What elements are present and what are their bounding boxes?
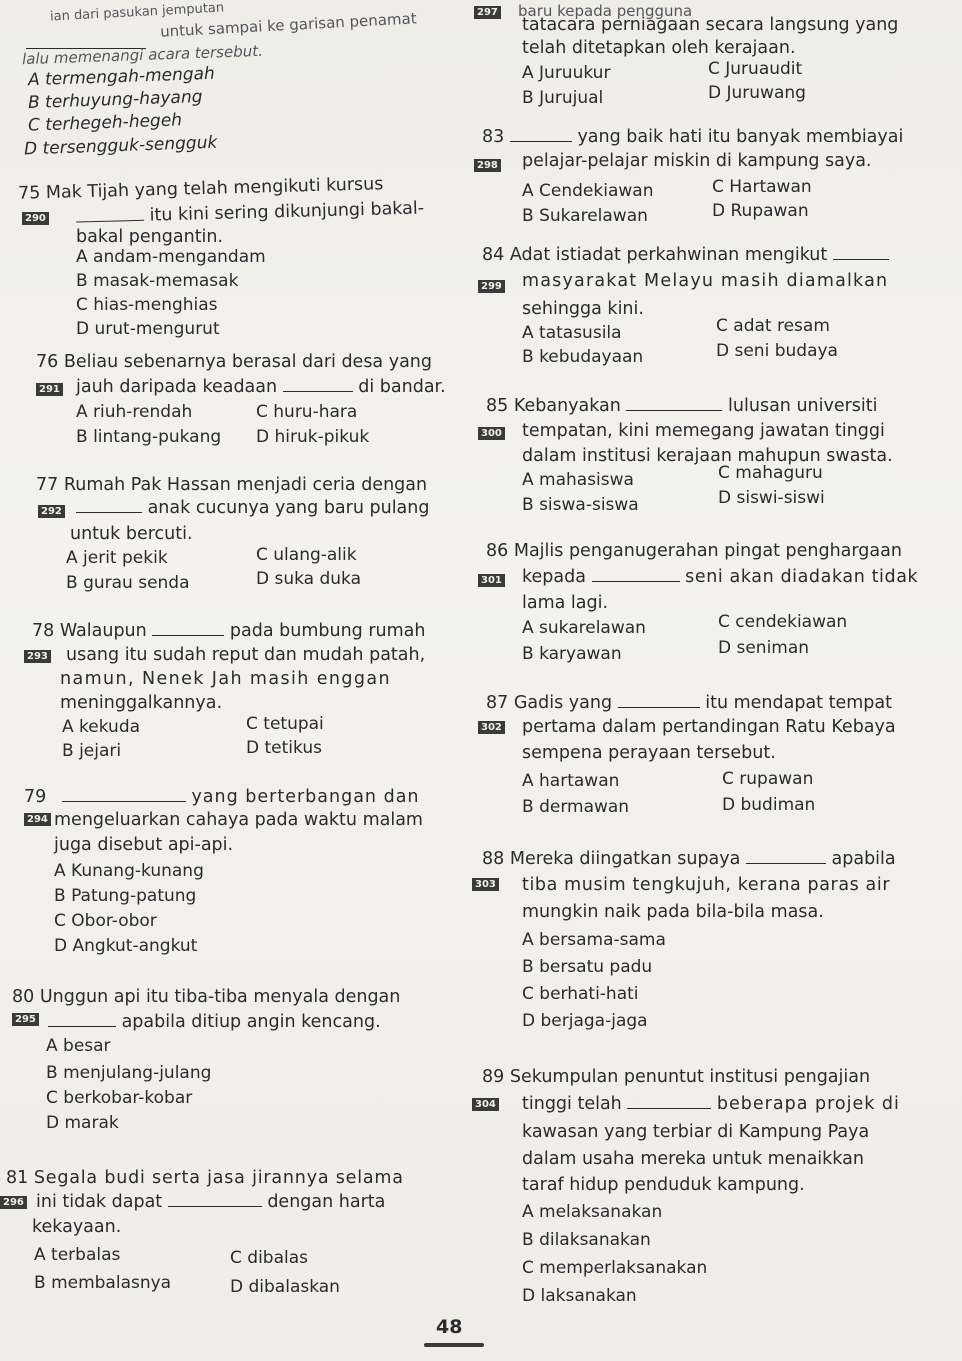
option-a[interactable]: A kekuda [62, 717, 141, 737]
question-line: lulusan universiti [728, 396, 878, 416]
answer-blank[interactable] [618, 693, 700, 708]
option-b[interactable]: B bersatu padu [522, 957, 653, 977]
option-c[interactable]: C berkobar-kobar [46, 1088, 193, 1108]
answer-blank[interactable] [62, 787, 186, 802]
question-badge: 291 [36, 383, 63, 396]
option-c[interactable]: C rupawan [722, 769, 814, 789]
question-text: namun, Nenek Jah masih enggan [60, 669, 392, 689]
question-line: kepada [522, 567, 586, 587]
option-c[interactable]: C Hartawan [712, 177, 812, 197]
page-number-decoration [424, 1343, 484, 1347]
option-b[interactable]: B siswa-siswa [522, 495, 639, 515]
question-number: 77 [36, 475, 59, 495]
option-c[interactable]: C tetupai [246, 714, 324, 734]
question-badge: 299 [478, 280, 505, 293]
option-d[interactable]: D tetikus [246, 738, 322, 758]
question-84 [482, 244, 889, 266]
option-b[interactable]: B Jurujual [522, 88, 604, 108]
option-a[interactable]: A andam-mengandam [76, 247, 266, 267]
option-d[interactable]: D berjaga-jaga [522, 1011, 648, 1031]
question-88 [482, 848, 896, 870]
option-b[interactable]: B karyawan [522, 644, 622, 664]
option-d[interactable]: D marak [46, 1113, 119, 1133]
option-a[interactable]: A melaksanakan [522, 1202, 663, 1222]
option-a[interactable]: A terbalas [34, 1245, 121, 1265]
question-text: masyarakat Melayu masih diamalkan [522, 271, 889, 291]
question-line: beberapa projek di [716, 1094, 900, 1114]
question-badge: 298 [474, 159, 501, 172]
option-b[interactable]: B jejari [62, 741, 122, 761]
question-text [76, 376, 446, 398]
question-number: 81 [6, 1168, 29, 1188]
question-badge: 294 [24, 813, 51, 826]
question-text: Mak Tijah yang telah mengikuti kursus [45, 174, 384, 204]
question-badge: 296 [0, 1196, 27, 1209]
question-number: 79 [24, 787, 47, 807]
question-text: Rumah Pak Hassan menjadi ceria dengan [63, 475, 428, 495]
answer-blank[interactable] [76, 498, 142, 513]
question-text: lalu memenangi acara tersebut. [21, 41, 264, 69]
option-a[interactable]: A Kunang-kunang [54, 861, 204, 881]
question-badge: 297 [474, 6, 501, 19]
question-line: di bandar. [358, 377, 446, 397]
question-text [76, 197, 425, 228]
option-c[interactable]: C adat resam [716, 316, 830, 336]
option-d[interactable]: D hiruk-pikuk [256, 427, 370, 447]
question-text: tiba musim tengkujuh, kerana paras air [522, 875, 891, 895]
question-text: sehingga kini. [522, 299, 644, 319]
question-number: 87 [486, 693, 509, 713]
answer-blank[interactable] [48, 1012, 116, 1027]
question-text: dalam usaha mereka untuk menaikkan [522, 1149, 864, 1169]
question-text: telah ditetapkan oleh kerajaan. [522, 38, 796, 58]
option-d[interactable]: D seni budaya [716, 341, 838, 361]
question-text: mungkin naik pada bila-bila masa. [522, 902, 824, 922]
option-a[interactable]: A jerit pekik [66, 548, 168, 568]
answer-blank[interactable] [746, 849, 826, 864]
option-c[interactable]: C Juruaudit [708, 59, 803, 79]
question-text: untuk bercuti. [70, 524, 193, 544]
question-85 [486, 395, 878, 417]
question-text: yang baik hati itu banyak membiayai [577, 127, 904, 147]
question-text [36, 1191, 385, 1213]
option-b[interactable]: B membalasnya [34, 1273, 172, 1293]
option-c[interactable]: C Obor-obor [54, 911, 157, 931]
question-number: 80 [12, 987, 35, 1007]
question-number: 86 [486, 541, 509, 561]
question-text: tatacara perniagaan secara langsung yang [522, 15, 899, 35]
answer-blank[interactable] [283, 377, 353, 392]
option-a[interactable]: A mahasiswa [522, 470, 634, 490]
question-87 [486, 692, 892, 714]
option-a[interactable]: A Juruukur [522, 63, 611, 83]
option-b[interactable]: B menjulang-julang [46, 1063, 212, 1083]
question-number: 83 [482, 127, 505, 147]
question-text: tempatan, kini memegang jawatan tinggi [522, 421, 885, 441]
question-line: pada bumbung rumah [229, 621, 426, 641]
question-badge: 292 [38, 505, 65, 518]
question-text: Adat istiadat perkahwinan mengikut [509, 245, 828, 265]
question-line: apabila ditiup angin kencang. [121, 1012, 381, 1032]
question-76 [36, 351, 432, 373]
option-b[interactable]: B dermawan [522, 797, 630, 817]
option-b[interactable]: B kebudayaan [522, 347, 644, 367]
option-a[interactable]: A besar [46, 1036, 111, 1056]
option-b[interactable]: B dilaksanakan [522, 1230, 651, 1250]
question-text: Gadis yang [513, 693, 613, 713]
option-d[interactable]: D budiman [722, 795, 816, 815]
question-text: baru kepada pengguna [518, 2, 693, 20]
option-d[interactable]: D Angkut-angkut [54, 936, 198, 956]
question-text: kawasan yang terbiar di Kampung Paya [522, 1122, 870, 1142]
option-b[interactable]: B lintang-pukang [76, 427, 222, 447]
question-badge: 290 [22, 212, 49, 225]
question-number: 89 [482, 1067, 505, 1087]
question-text: juga disebut api-api. [54, 835, 234, 855]
option-c[interactable]: C terhegeh-hegeh [27, 110, 183, 136]
option-c[interactable]: C cendekiawan [718, 612, 848, 632]
question-81 [6, 1167, 404, 1189]
question-text: usang itu sudah reput dan mudah patah, [66, 645, 426, 665]
question-text: dalam institusi kerajaan mahupun swasta. [522, 446, 893, 466]
answer-blank[interactable] [592, 567, 680, 582]
option-a[interactable]: A sukarelawan [522, 618, 646, 638]
option-c[interactable]: C mahaguru [718, 463, 823, 483]
question-line: apabila [831, 849, 896, 869]
question-77 [36, 474, 427, 496]
question-text [48, 1011, 381, 1033]
option-d[interactable]: D laksanakan [522, 1286, 637, 1306]
option-a[interactable]: A hartawan [522, 771, 620, 791]
option-d[interactable]: D seniman [718, 638, 810, 658]
option-b[interactable]: B terhuyung-hayang [27, 86, 203, 114]
question-line: itu kini sering dikunjungi bakal- [149, 198, 425, 226]
question-text: Segala budi serta jasa jirannya selama [33, 1168, 404, 1188]
question-number: 84 [482, 245, 505, 265]
answer-blank[interactable] [626, 396, 722, 411]
option-d[interactable]: D suka duka [256, 569, 362, 589]
question-80 [12, 986, 400, 1008]
question-text: Mereka diingatkan supaya [509, 849, 741, 869]
answer-blank[interactable] [627, 1094, 711, 1109]
question-86 [486, 540, 902, 562]
option-a[interactable]: A tatasusila [522, 323, 622, 343]
question-text: untuk sampai ke garisan penamat [159, 9, 418, 41]
answer-blank[interactable] [510, 127, 572, 142]
option-c[interactable]: C huru-hara [256, 402, 358, 422]
option-b[interactable]: B masak-memasak [76, 271, 239, 291]
question-text: taraf hidup penduduk kampung. [522, 1175, 805, 1195]
question-line: tinggi telah [522, 1094, 622, 1114]
question-badge: 301 [478, 574, 505, 587]
question-line: jauh daripada keadaan [76, 377, 278, 397]
option-a[interactable]: A Cendekiawan [522, 181, 654, 201]
question-text: pelajar-pelajar miskin di kampung saya. [522, 151, 872, 171]
option-d[interactable]: D urut-mengurut [76, 319, 220, 339]
option-c[interactable]: C berhati-hati [522, 984, 639, 1004]
question-text: lama lagi. [522, 593, 609, 613]
question-line: dengan harta [267, 1192, 386, 1212]
question-line: seni akan diadakan tidak [685, 567, 919, 587]
option-a[interactable]: A bersama-sama [522, 930, 666, 950]
question-text: kekayaan. [32, 1217, 122, 1237]
question-number: 76 [36, 352, 59, 372]
question-text: meninggalkannya. [60, 693, 223, 713]
question-text: Walaupun [59, 621, 147, 641]
option-a[interactable]: A riuh-rendah [76, 402, 193, 422]
question-badge: 304 [472, 1098, 499, 1111]
question-line: yang berterbangan dan [191, 787, 420, 807]
question-text [522, 566, 918, 588]
question-79 [24, 786, 420, 808]
option-d[interactable]: D Rupawan [712, 201, 809, 221]
answer-blank[interactable] [833, 245, 889, 260]
question-badge: 300 [478, 427, 505, 440]
question-text: Majlis penganugerahan pingat penghargaan [513, 541, 902, 561]
option-c[interactable]: C dibalas [230, 1248, 308, 1268]
question-badge: 302 [478, 721, 505, 734]
question-text: bakal pengantin. [76, 227, 224, 247]
question-text: ian dari pasukan jemputan [49, 0, 225, 25]
option-b[interactable]: B Patung-patung [54, 886, 197, 906]
option-c[interactable]: C memperlaksanakan [522, 1258, 708, 1278]
question-text [522, 1093, 900, 1115]
page-number: 48 [436, 1316, 463, 1338]
option-d[interactable]: D dibalaskan [230, 1277, 340, 1297]
option-d[interactable]: D siswi-siswi [718, 488, 825, 508]
question-badge: 295 [12, 1013, 39, 1026]
question-text [76, 497, 429, 519]
answer-blank[interactable] [168, 1192, 262, 1207]
question-line: itu mendapat tempat [705, 693, 892, 713]
question-89 [482, 1066, 870, 1088]
question-line: ini tidak dapat [36, 1192, 163, 1212]
question-number: 85 [486, 396, 509, 416]
option-a[interactable]: A termengah-mengah [27, 63, 216, 91]
question-text: Unggun api itu tiba-tiba menyala dengan [39, 987, 401, 1007]
question-text: Sekumpulan penuntut institusi pengajian [509, 1067, 871, 1087]
question-text: Beliau sebenarnya berasal dari desa yang [63, 352, 433, 372]
question-text: mengeluarkan cahaya pada waktu malam [54, 810, 423, 830]
question-number: 75 [17, 183, 41, 204]
question-text: sempena perayaan tersebut. [522, 743, 776, 763]
question-badge: 293 [24, 650, 51, 663]
question-number: 78 [32, 621, 55, 641]
option-b[interactable]: B gurau senda [66, 573, 190, 593]
question-text: Kebanyakan [513, 396, 621, 416]
answer-blank[interactable] [76, 206, 144, 223]
option-c[interactable]: C hias-menghias [76, 295, 218, 315]
option-d[interactable]: D Juruwang [708, 83, 806, 103]
question-text: pertama dalam pertandingan Ratu Kebaya [522, 717, 896, 737]
option-c[interactable]: C ulang-alik [256, 545, 357, 565]
question-78 [32, 620, 426, 642]
question-line: anak cucunya yang baru pulang [147, 498, 430, 518]
option-d[interactable]: D tersengguk-sengguk [23, 132, 218, 160]
question-badge: 303 [472, 878, 499, 891]
option-b[interactable]: B Sukarelawan [522, 206, 648, 226]
question-83 [482, 126, 903, 148]
question-number: 88 [482, 849, 505, 869]
answer-blank[interactable] [152, 621, 224, 636]
